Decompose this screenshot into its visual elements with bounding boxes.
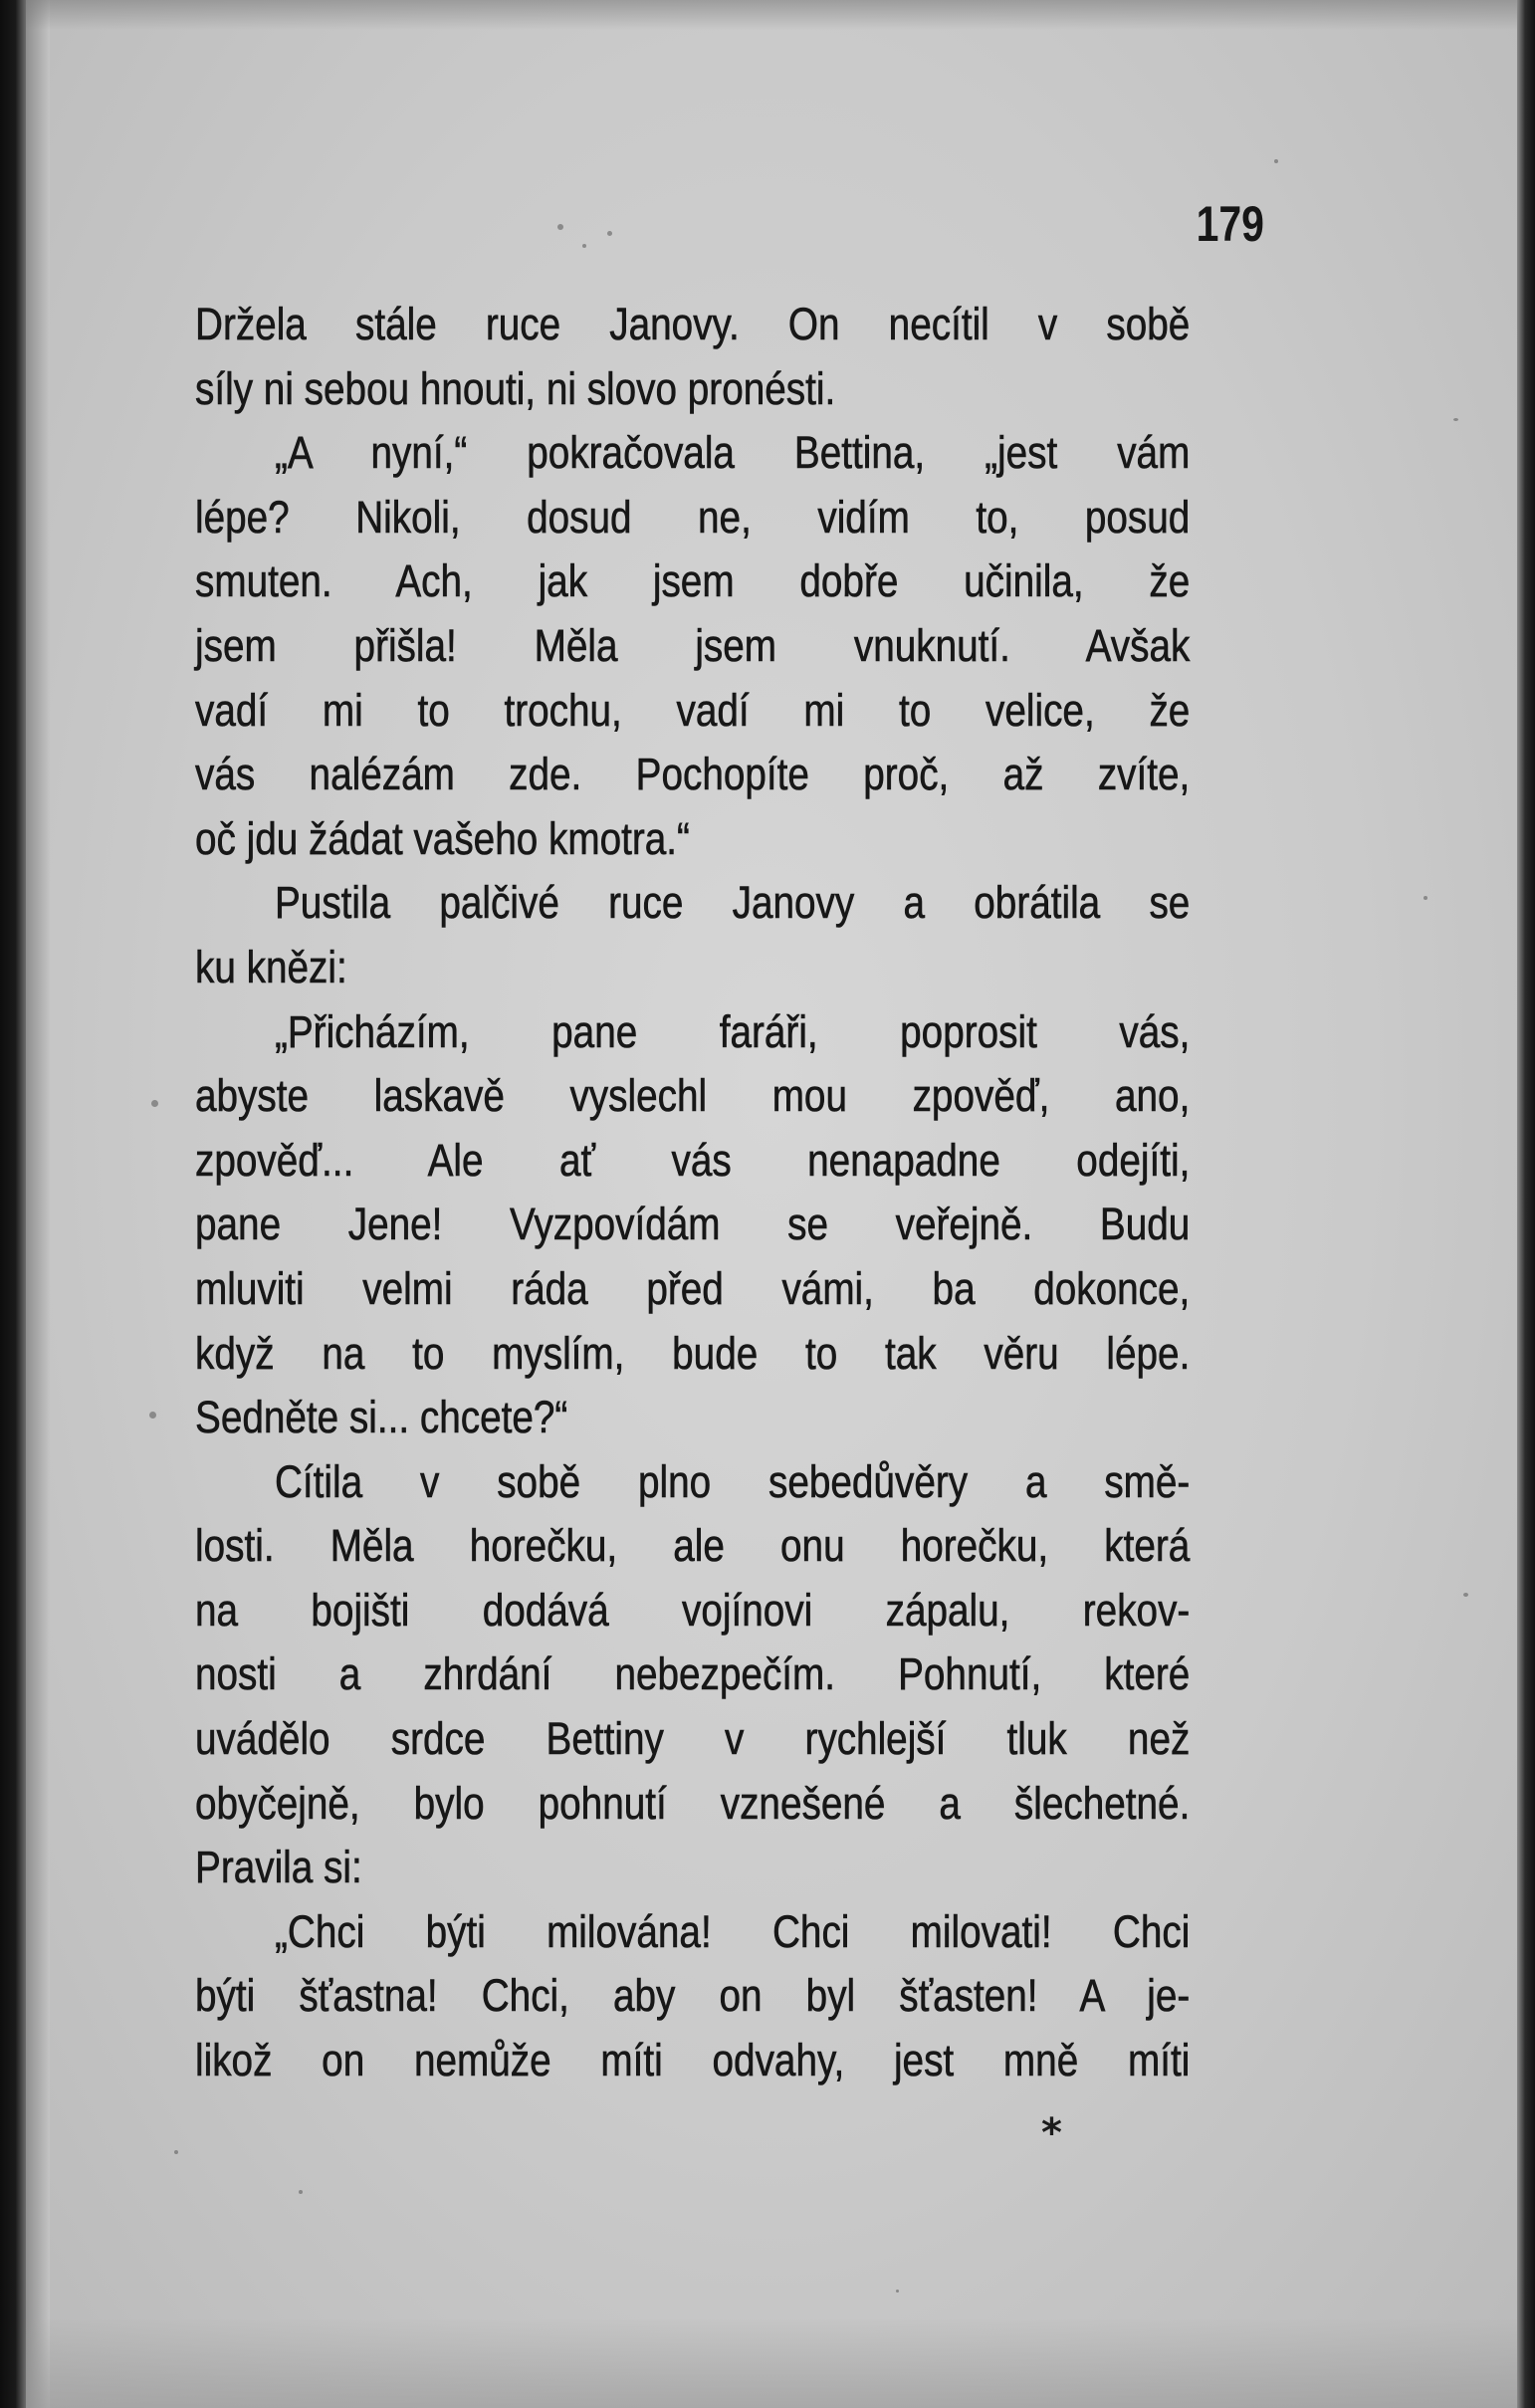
signature-mark: * [1041,2110,1062,2156]
text-line: „A nyní,“ pokračovala Bettina, „jest vám [274,427,1191,479]
text-line: pane Jene! Vyzpovídám se veřejně. Budu [195,1199,1191,1250]
scan-speck [607,231,612,236]
text-line: obyčejně, bylo pohnutí vznešené a šlechetné. [195,1777,1191,1829]
text-line: abyste laskavě vyslechl mou zpověď, ano, [195,1070,1191,1122]
scan-speck [149,1412,156,1419]
page-number: 179 [1196,196,1264,252]
text-line: ku knězi: [195,941,347,992]
text-line: „Chci býti milována! Chci milovati! Chci [274,1905,1191,1957]
scan-speck [174,2150,178,2154]
text-line: „Přicházím, pane faráři, poprosit vás, [274,1005,1191,1057]
scan-speck [1453,418,1458,421]
text-line: uvádělo srdce Bettiny v rychlejší tluk než [195,1713,1191,1765]
text-line: likož on nemůže míti odvahy, jest mně míti [195,2035,1191,2086]
page-edge-shadow [1517,0,1535,2408]
body-text [195,293,1290,2093]
bottom-scan-shade [26,2318,1517,2408]
text-line: vás nalézám zde. Pochopíte proč, až zvíte, [195,749,1191,800]
text-line: Držela stále ruce Janovy. On necítil v sobě [195,299,1191,349]
text-line: Cítila v sobě plno sebedůvěry a smě- [274,1455,1191,1507]
scan-speck [1424,896,1427,900]
text-line: býti šťastna! Chci, aby on byl šťasten! A je- [195,1970,1191,2022]
scan-speck [557,224,563,230]
scan-speck [1274,159,1278,163]
page-binding-shadow [0,0,26,2408]
text-line: síly ni sebou hnouti, ni slovo pronésti. [195,362,836,414]
scan-speck [896,2290,899,2293]
text-line: oč jdu žádat vašeho kmotra.“ [195,812,690,864]
text-line: mluviti velmi ráda před vámi, ba dokonce, [195,1262,1191,1314]
scan-speck [299,2190,303,2194]
text-line: zpověď... Ale ať vás nenapadne odejíti, [195,1134,1191,1186]
text-line: smuten. Ach, jak jsem dobře učinila, že [195,555,1191,607]
scan-speck [1463,1593,1468,1597]
text-line: losti. Měla horečku, ale onu horečku, která [195,1520,1191,1572]
text-line: na bojišti dodává vojínovi zápalu, rekov- [195,1584,1191,1636]
top-scan-shade [26,0,1517,30]
scan-speck [582,244,586,248]
text-line: jsem přišla! Měla jsem vnuknutí. Avšak [195,619,1191,671]
page-gutter [26,0,50,2408]
text-line: Pravila si: [195,1842,362,1893]
scan-speck [151,1100,158,1107]
text-line: lépe? Nikoli, dosud ne, vidím to, posud [195,491,1191,543]
text-line: vadí mi to trochu, vadí mi to velice, že [195,684,1191,736]
text-line: Sedněte si... chcete?“ [195,1392,568,1443]
text-line: Pustila palčivé ruce Janovy a obrátila se [274,877,1191,929]
text-line: když na to myslím, bude to tak věru lépe. [195,1327,1191,1379]
text-line: nosti a zhrdání nebezpečím. Pohnutí, které [195,1648,1191,1700]
